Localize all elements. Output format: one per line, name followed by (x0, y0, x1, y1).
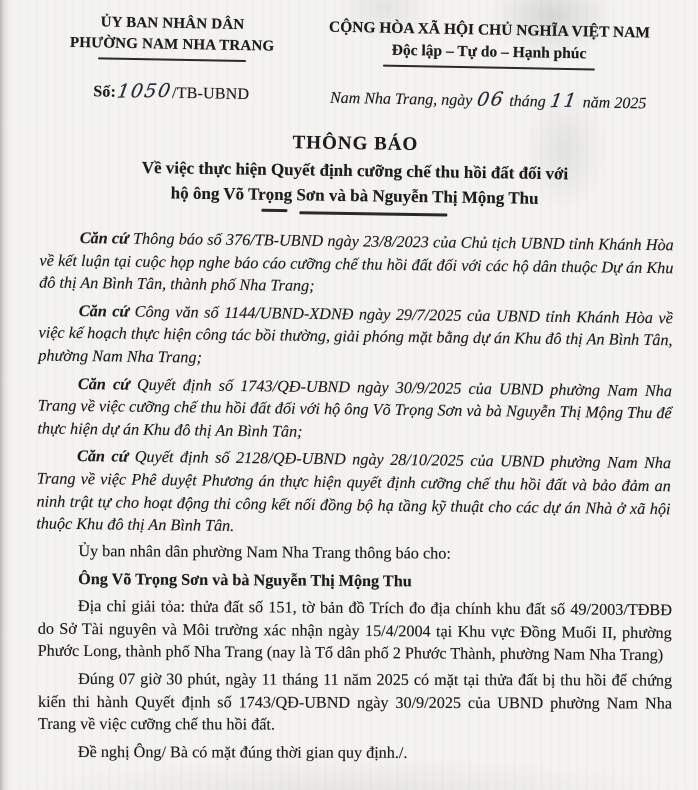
citation-text: Công văn số 1144/UBND-XDNĐ ngày 29/7/2025 của UBND tỉnh Khánh Hòa về việc kế hoạch thực hiện công tác bồi thường, giải phóng mặt bằng dự án Khu đô thị An Bình Tân, phường Nam Nha Trang; (38, 301, 673, 366)
issuer-parent-name: ỦY BAN NHÂN DÂN (100, 14, 245, 34)
citation-lead: Căn cứ (78, 301, 130, 320)
national-motto-line1: CỘNG HÒA XÃ HỘI CHỦ NGHĨA VIỆT NAM (328, 18, 651, 42)
dateline-month-handwritten: 11 (548, 89, 580, 113)
issuer-name: PHƯỜNG NAM NHA TRANG (69, 34, 275, 55)
citation-text: Quyết định số 1743/QĐ-UBND ngày 30/9/2025 của UBND phường Nam Nha Trang về việc cưỡng chế thu hồi đất đối với hộ ông Võ Trọng Sơn và bà Nguyễn Thị Mộng Thu để thực hiện dự án Khu đô thị An Bình Tân; (37, 374, 673, 440)
document-number-suffix: /TB-UBND (171, 84, 250, 104)
citation-text: Thông báo số 376/TB-UBND ngày 23/8/2023 của Chủ tịch UBND tỉnh Khánh Hòa về kết luận tại cuộc họp nghe báo cáo cưỡng chế thu hồi đất đối với các hộ dân thuộc Dự án Khu đô thị An Bình Tân, thành phố Nha Trang; (39, 229, 674, 295)
issuer-underline (98, 57, 246, 62)
citation-lead: Căn cứ (79, 228, 129, 248)
dateline-prefix: Nam Nha Trang, ngày (329, 89, 473, 110)
citation-paragraph (36, 444, 671, 542)
dateline-suffix: năm 2025 (582, 94, 647, 113)
motto-underline (383, 65, 595, 71)
schedule-paragraph: Đúng 07 giờ 30 phút, ngày 11 tháng 11 năm 2025 có mặt tại thửa đất bị thu hồi để chứng kiến thi hành Quyết định số 1743/QĐ-UBND ngày 30/9/2025 của UBND phường Nam Nha Trang về việc cưỡng chế thu hồi đất. (37, 670, 673, 734)
citations-group (36, 226, 674, 542)
document-subtitle-line1: Về việc thực hiện Quyết định cưỡng chế thu hồi đất đối với (141, 157, 569, 184)
dateline-middle: tháng (509, 92, 546, 111)
document-subtitle-line2: hộ ông Võ Trọng Sơn và bà Nguyễn Thị Mộng Thu (170, 183, 539, 208)
letterhead (37, 11, 673, 116)
dateline-day-handwritten: 06 (475, 88, 507, 111)
title-underline-short (261, 209, 287, 212)
notice-intro: Ủy ban nhân dân phường Nam Nha Trang thông báo cho: (78, 542, 451, 563)
title-underline-long (299, 211, 447, 216)
citation-paragraph (39, 226, 674, 302)
document-body (38, 227, 672, 764)
citation-lead: Căn cứ (77, 374, 131, 393)
title-block (37, 128, 672, 219)
notice-group (38, 540, 673, 667)
document-title: THÔNG BÁO (292, 132, 419, 156)
national-heading-block (305, 16, 673, 116)
citation-paragraph (37, 372, 672, 448)
citation-lead: Căn cứ (76, 446, 129, 466)
citation-text: Quyết định số 2128/QĐ-UBND ngày 28/10/2025 của UBND phường Nam Nha Trang về việc Phê duyệt Phương án thực hiện quyết định cưỡng chế thu hồi đất và bảo đảm an ninh trật tự cho hoạt động thi công kết nối đồng bộ hạ tầng kỹ thuật cho các dự án Nhà ở xã hội thuộc Khu đô thị An Bình Tân. (36, 447, 672, 535)
schedule-group (38, 668, 672, 765)
issuing-authority-block (37, 11, 306, 106)
national-motto-line2: Độc lập – Tự do – Hạnh phúc (391, 41, 587, 63)
place-dateline (305, 85, 672, 116)
document-number-handwritten: 1050 (115, 79, 174, 103)
document-number (37, 79, 305, 106)
citation-paragraph (38, 299, 673, 375)
recipient-names: Ông Võ Trọng Sơn và bà Nguyễn Thị Mộng Thu (78, 569, 412, 591)
clearance-address: Địa chỉ giải tỏa: thửa đất số 151, tờ bản đồ Trích đo địa chính khu đất số 49/2003/TĐBĐ do Sở Tài nguyên và Môi trường xác nhận ngày 15/4/2004 tại Khu vực Đồng Muối II, phường Phước Long, thành phố Nha Trang (nay là Tổ dân phố 2 Phước Thành, phường Nam Nha Trang) (37, 597, 673, 665)
closing-request: Đề nghị Ông/ Bà có mặt đúng thời gian quy định./. (77, 742, 408, 762)
document-number-label: Số: (93, 83, 117, 101)
